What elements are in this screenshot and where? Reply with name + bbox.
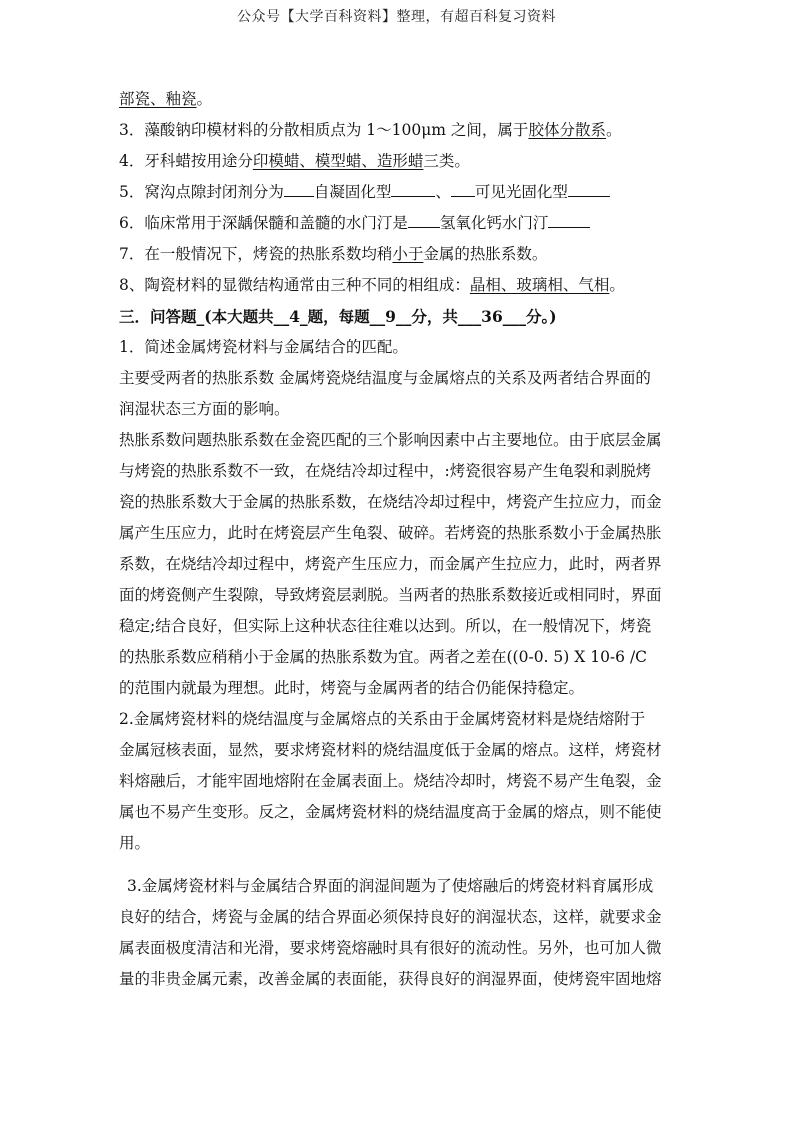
paragraph-line: 量的非贵金属元素，改善金属的表面能，获得良好的润湿界面，使烤瓷牢固地熔 xyxy=(119,970,662,988)
answer-underlined: 胶体分散系 xyxy=(528,121,606,139)
answer-underlined: 印模蜡、模型蜡、造形蜡 xyxy=(252,152,424,170)
question-text: 3．藻酸钠印模材料的分散相质点为 1～100μm 之间，属于 xyxy=(119,121,529,139)
text: 。 xyxy=(605,121,622,139)
question-text: 5．窝沟点隙封闭剂分为 xyxy=(119,183,284,201)
question-6 xyxy=(119,208,679,239)
text: 、 xyxy=(435,183,451,201)
question-3 xyxy=(119,115,679,146)
answer-underlined: 小于 xyxy=(392,245,424,263)
text: 。 xyxy=(196,90,213,108)
blank-line xyxy=(408,209,440,228)
blank-line xyxy=(284,178,314,197)
question-5 xyxy=(119,177,679,208)
answer-text: 可见光固化型 xyxy=(474,183,568,201)
blank-line xyxy=(568,178,610,197)
blank-line xyxy=(391,178,435,197)
blank-line xyxy=(548,209,590,228)
spacer xyxy=(119,859,679,871)
paragraph-line: 金属冠核表面，显然，要求烤瓷材料的烧结温度低于金属的熔点。这样，烤瓷材 xyxy=(119,741,662,759)
question-text: 8、陶瓷材料的显微结构通常由三种不同的相组成： xyxy=(119,276,470,294)
paragraph-line: 与烤瓷的热胀系数不一致，在烧结冷却过程中，:烤瓷很容易产生龟裂和剥脱烤 xyxy=(119,462,652,480)
answer-text: 氢氧化钙水门汀 xyxy=(439,214,549,232)
section-heading: 三．问答题_(本大题共__4_题，每题__9__分，共___36___分。) xyxy=(119,307,557,326)
question-7 xyxy=(119,239,679,270)
paragraph-line: 系数，在烧结冷却过程中，烤瓷产生压应力，而金属产生拉应力，此时，两者界 xyxy=(119,555,662,573)
paragraph-line: 的热胀系数应稍稍小于金属的热胀系数为宜。两者之差在((0-0. 5) X 10-6 /C xyxy=(119,648,648,666)
text: 金属的热胀系数。 xyxy=(423,245,548,263)
paragraph-line: 润湿状态三方面的影响。 xyxy=(119,400,290,418)
question-8 xyxy=(119,270,679,301)
paragraph-line: 稳定;结合良好，但实际上这种状态往往难以达到。所以，在一般情况下，烤瓷 xyxy=(119,617,652,635)
paragraph-line: 的范围内就最为理想。此时，烤瓷与金属两者的结合仍能保持稳定。 xyxy=(119,679,585,697)
paragraph-line: 瓷的热胀系数大于金属的热胀系数，在烧结冷却过程中，烤瓷产生拉应力，而金 xyxy=(119,493,662,511)
paragraph-line: 用。 xyxy=(119,834,151,852)
paragraph-line: 3.金属烤瓷材料与金属结合界面的润湿间题为了使熔融后的烤瓷材料育属形成 xyxy=(127,877,654,895)
question-text: 7．在一般情况下，烤瓷的热胀系数均稍 xyxy=(119,245,393,263)
question-4 xyxy=(119,146,679,177)
essay-question-1: 1．简述金属烤瓷材料与金属结合的匹配。 xyxy=(119,338,408,356)
paragraph-line: 属表面极度清洁和光滑，要求烤瓷熔融时具有很好的流动性。另外，也可加人微 xyxy=(119,939,662,957)
paragraph-line: 2.金属烤瓷材料的烧结温度与金属熔点的关系由于金属烤瓷材料是烧结熔附于 xyxy=(119,710,646,728)
fill-answer-line-1 xyxy=(119,84,679,115)
answer-underlined: 部瓷、釉瓷 xyxy=(119,90,197,108)
paragraph-line: 料熔融后，才能牢固地熔附在金属表面上。烧结冷却时，烤瓷不易产生龟裂，金 xyxy=(119,772,662,790)
text: 三类。 xyxy=(423,152,470,170)
paragraph-line: 热胀系数问题热胀系数在金瓷匹配的三个影响因素中占主要地位。由于底层金属 xyxy=(119,431,662,449)
page-header: 公众号【大学百科资料】整理，有超百科复习资料 xyxy=(237,9,556,25)
paragraph-line: 属产生压应力，此时在烤瓷层产生龟裂、破碎。若烤瓷的热胀系数小于金属热胀 xyxy=(119,524,662,542)
paragraph-line: 面的烤瓷侧产生裂隙，导致烤瓷层剥脱。当两者的热胀系数接近或相同时，界面 xyxy=(119,586,662,604)
question-text: 6．临床常用于深龋保髓和盖髓的水门汀是 xyxy=(119,214,408,232)
paragraph-line: 良好的结合，烤瓷与金属的结合界面必须保持良好的润湿状态，这样，就要求金 xyxy=(119,908,662,926)
paragraph-line: 主要受两者的热胀系数 金属烤瓷烧结温度与金属熔点的关系及两者结合界面的 xyxy=(119,369,651,387)
answer-text: 自凝固化型 xyxy=(313,183,392,201)
question-text: 4．牙科蜡按用途分 xyxy=(119,152,253,170)
document-body xyxy=(119,84,679,995)
blank-line xyxy=(451,178,475,197)
text: 。 xyxy=(609,276,625,294)
answer-underlined: 晶相、玻璃相、气相 xyxy=(469,276,610,294)
paragraph-line: 属也不易产生变形。反之，金属烤瓷材料的烧结温度高于金属的熔点，则不能使 xyxy=(119,803,662,821)
